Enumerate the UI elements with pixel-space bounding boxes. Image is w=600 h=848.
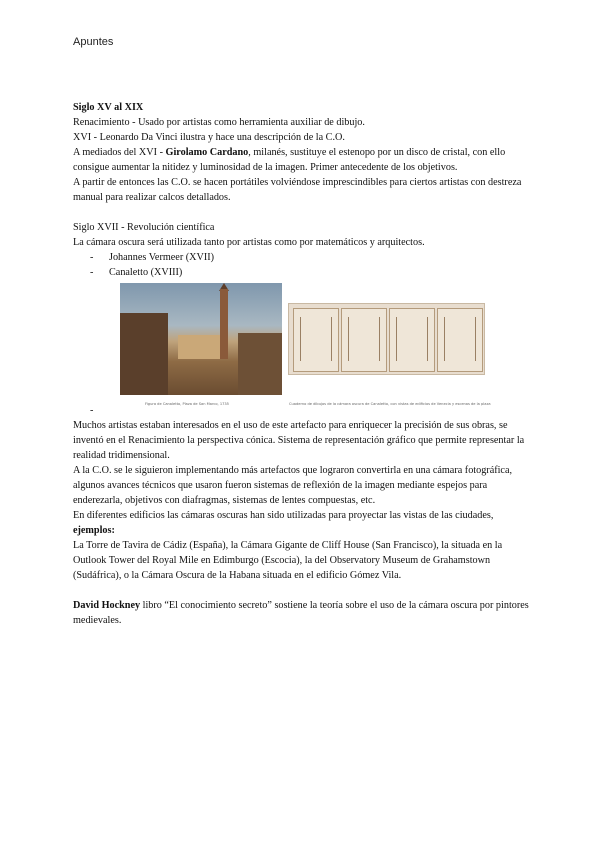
paragraph: A la C.O. se le siguieron implementando más artefactos que lograron convertirla en una cámara fotográfica, algunos avances técnicos que usaron fueron sistemas de reflexión de la imagen mediante espejos para enderezarla, objetivos con diafragmas, sistemas de lentes compuestas, etc. (73, 465, 513, 506)
section-heading: Siglo XVII - Revolución científica (73, 222, 215, 233)
artist-list (73, 250, 533, 280)
paragraph: En diferentes edificios las cámaras oscuras han sido utilizadas para proyectar las vistas de las ciudades, ejemplos: (73, 510, 494, 536)
list-item: - Canaletto (XVIII) (73, 265, 533, 280)
sketchbook-image (288, 303, 485, 375)
paragraph: Muchos artistas estaban interesados en el uso de este artefacto para enriquecer la precisión de sus obras, se inventó en el Renacimiento la perspectiva cónica. Sistema de representación gráfico que permite representar la realidad tridimensional. (73, 420, 525, 461)
paragraph: David Hockney libro “El conocimiento secreto” sostiene la teoría sobre el uso de la cámara oscura por pintores medievales. (73, 600, 529, 626)
figure-caption: Figura de Canaletto, Plaza de San Marco, 1735 (145, 402, 229, 406)
paragraph: Renacimiento - Usado por artistas como herramienta auxiliar de dibujo. (73, 117, 365, 128)
list-item: - Johannes Vermeer (XVII) (73, 250, 533, 265)
canaletto-painting-image (120, 283, 282, 395)
section-heading: Siglo XV al XIX (73, 102, 144, 113)
paragraph: A partir de entonces las C.O. se hacen portátiles volviéndose imprescindibles para ciertos artistas con destreza manual para realizar calcos detallados. (73, 177, 522, 203)
figures-row (73, 283, 533, 406)
paragraph: XVI - Leonardo Da Vinci ilustra y hace una descripción de la C.O. (73, 132, 345, 143)
paragraph: La Torre de Tavira de Cádiz (España), la Cámara Gigante de Cliff House (San Francisco), la situada en la Outlook Tower del Royal Mile en Edimburgo (Escocia), la del Observatory Museum de Grahamstown (Sudáfrica), o la Cámara Oscura de la Habana situada en el edificio Gómez Vila. (73, 540, 503, 581)
paragraph: A mediados del XVI - Girolamo Cardano, milanés, sustituye el estenopo por un disco de cristal, con ello consigue aumentar la nitidez y luminosidad de la imagen. Primer antecedente de los objetivos. (73, 147, 506, 173)
figure-caption: Cuaderno de dibujos de la cámara oscura de Canaletto, con vistas de edificios de Venecia y escenas de la plaza (289, 402, 491, 406)
list-dash: - (90, 405, 94, 416)
page-header: Apuntes (73, 36, 114, 48)
paragraph: La cámara oscura será utilizada tanto por artistas como por matemáticos y arquitectos. (73, 237, 425, 248)
document-body (73, 100, 533, 628)
